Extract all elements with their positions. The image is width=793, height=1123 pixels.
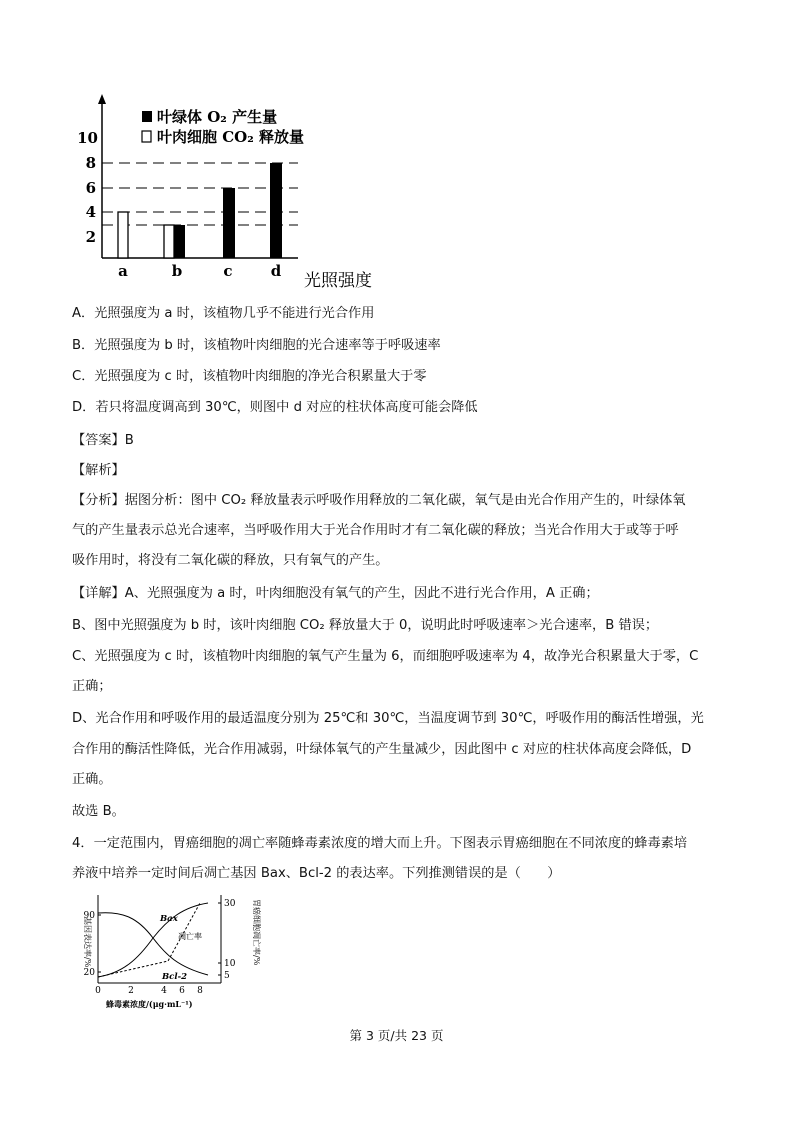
x-tick-4: 4 [161, 986, 167, 996]
detail-line-5: D、光合作用和呼吸作用的最适温度分别为 25℃和 30℃，当温度调节到 30℃，呼吸作用的酶活性增强，光 [72, 711, 704, 726]
right-tick-30: 30 [224, 899, 236, 909]
y-tick-4: 4 [85, 203, 96, 221]
y-tick-10: 10 [77, 129, 98, 147]
left-tick-90: 90 [83, 911, 95, 921]
line-chart-bee-venom [78, 893, 261, 1023]
bcl2-curve [98, 913, 208, 975]
question4-line-2: 养液中培养一定时间后凋亡基因 Bax、Bcl-2 的表达率。下列推测错误的是（ ） [72, 866, 561, 881]
bar-d-o2-filled [270, 163, 282, 258]
y-tick-2: 2 [85, 228, 96, 246]
x-tick-b: b [171, 262, 183, 280]
y-tick-8: 8 [85, 154, 96, 172]
x-tick-2: 2 [128, 986, 134, 996]
analysis-line-2: 气的产生量表示总光合速率，当呼吸作用大于光合作用时才有二氧化碳的释放；当光合作用大于或等于呼 [72, 523, 679, 538]
y-label-right: 胃癌细胞凋亡率/% [252, 899, 261, 966]
curve-label-bax: Bax [160, 914, 178, 924]
x-axis-label-2: 蜂毒素浓度/(μg·mL⁻¹) [106, 999, 193, 1009]
y-axis-arrow [98, 94, 106, 104]
analysis-line-1: 【分析】据图分析：图中 CO₂ 释放量表示呼吸作用释放的二氧化碳，氧气是由光合作用产生的，叶绿体氧 [72, 493, 686, 508]
legend-o2-label: 叶绿体 O₂ 产生量 [157, 108, 278, 126]
answer-line: 【答案】B [72, 433, 134, 448]
bar-chart-light-intensity [77, 92, 390, 296]
curve-label-bcl2: Bcl-2 [162, 972, 188, 982]
bar-a-co2-hollow [118, 212, 128, 258]
conclusion-line: 故选 B。 [72, 804, 125, 819]
right-tick-5: 5 [224, 971, 230, 981]
x-tick-8: 8 [197, 986, 203, 996]
detail-line-3: C、光照强度为 c 时，该植物叶肉细胞的氧气产生量为 6，而细胞呼吸速率为 4，故净光合积累量大于零，C [72, 649, 699, 664]
legend-hollow-marker [142, 131, 151, 142]
detail-line-2: B、图中光照强度为 b 时，该叶肉细胞 CO₂ 释放量大于 0，说明此时呼吸速率＞光合速率，B 错误； [72, 618, 659, 633]
legend-co2-label: 叶肉细胞 CO₂ 释放量 [157, 128, 305, 146]
option-a: A．光照强度为 a 时，该植物几乎不能进行光合作用 [72, 306, 375, 321]
bar-b-co2-hollow [164, 225, 174, 258]
page-footer: 第 3 页/共 23 页 [349, 1028, 444, 1043]
bar-c-o2-filled [223, 188, 235, 258]
option-b: B．光照强度为 b 时，该植物叶肉细胞的光合速率等于呼吸速率 [72, 338, 441, 353]
analysis-title: 【解析】 [72, 463, 125, 478]
option-c: C．光照强度为 c 时，该植物叶肉细胞的净光合积累量大于零 [72, 369, 427, 384]
x-tick-0: 0 [95, 986, 101, 996]
option-d: D．若只将温度调高到 30℃，则图中 d 对应的柱状体高度可能会降低 [72, 400, 478, 415]
x-tick-a: a [118, 262, 128, 280]
x-tick-d: d [270, 262, 282, 280]
detail-line-7: 正确。 [72, 772, 112, 787]
right-tick-10: 10 [224, 959, 236, 969]
question4-line-1: 4．一定范围内，胃癌细胞的凋亡率随蜂毒素浓度的增大而上升。下图表示胃癌细胞在不同浓度的蜂毒素培 [72, 836, 688, 851]
left-tick-20: 20 [83, 968, 95, 978]
detail-line-6: 合作用的酶活性降低，光合作用减弱，叶绿体氧气的产生量减少，因此图中 c 对应的柱状体高度会降低，D [72, 742, 692, 757]
x-tick-6: 6 [179, 986, 185, 996]
legend-filled-marker [142, 111, 152, 122]
bar-b-o2-filled [174, 225, 185, 258]
detail-line-1: 【详解】A、光照强度为 a 时，叶肉细胞没有氧气的产生，因此不进行光合作用，A 正确； [72, 586, 599, 601]
x-axis-label: 光照强度 [304, 271, 372, 291]
detail-line-4: 正确； [72, 679, 112, 694]
curve-label-apoptosis: 凋亡率 [178, 932, 202, 941]
y-label-left: 基因表达率/% [83, 917, 92, 968]
y-tick-6: 6 [85, 179, 96, 197]
x-tick-c: c [223, 262, 233, 280]
analysis-line-3: 吸作用时，将没有二氧化碳的释放，只有氧气的产生。 [72, 553, 389, 568]
